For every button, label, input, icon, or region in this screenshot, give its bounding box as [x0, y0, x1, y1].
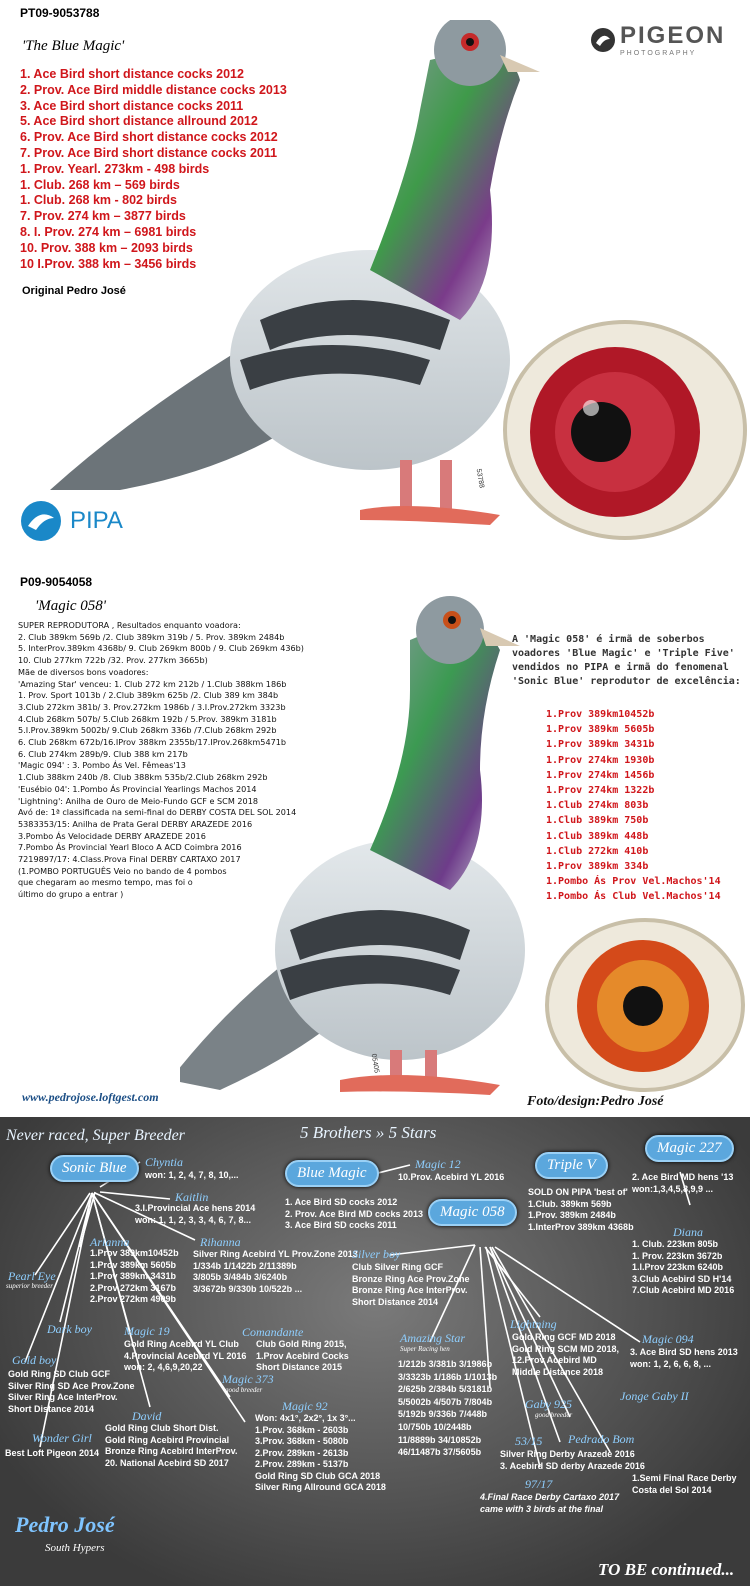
n5315-line-0: Silver Ring Derby Arazede 2016 — [500, 1449, 635, 1459]
amazing-line-5: 10/750b 10/2448b — [398, 1421, 472, 1432]
eye-photo-1 — [503, 320, 748, 540]
comandante-name: Comandante — [242, 1325, 304, 1339]
sonic-result-7: 1.Club 389km 750b — [546, 815, 649, 827]
magic92-line-2: 3.Prov. 368km - 5080b — [255, 1436, 349, 1446]
eye-photo-2 — [545, 918, 745, 1093]
lightning-line-2: 12.Prov Acebird MD — [512, 1355, 597, 1365]
magic-92-text — [255, 1413, 386, 1494]
detail-line-3: 10. Club 277km 722b /32. Prov. 277km 3665b) — [18, 655, 208, 666]
detail-line-12: 'Magic 094' : 3. Pombo Ás Vel. Fêmeas'13 — [18, 760, 186, 771]
intro-line-2: vendidos no PIPA e irmã do fenomenal — [512, 662, 729, 673]
amazing-star-sub: Super Racing hen — [400, 1345, 450, 1353]
magic92-line-1: 1.Prov. 368km - 2603b — [255, 1424, 349, 1435]
sonic-result-0: 1.Prov 389km10452b — [546, 709, 655, 720]
david-line-2: Bronze Ring Acebird InterProv. — [105, 1446, 238, 1456]
arianna-line-3: 2.Prov 272km 3167b — [90, 1282, 177, 1293]
magic92-line-4: 2.Prov. 289km - 5137b — [255, 1459, 349, 1469]
gaby-925-name: Gaby 925 — [525, 1397, 572, 1411]
detail-line-23: último do grupo a entrar ) — [18, 889, 124, 900]
david-line-3: 20. National Acebird SD 2017 — [105, 1457, 229, 1468]
blue-magic-badge: Blue Magic — [285, 1160, 379, 1187]
diana-text — [632, 1239, 734, 1297]
to-be-continued: TO BE continued... — [598, 1560, 735, 1579]
pearl-eye-name: Pearl Eye — [8, 1269, 56, 1283]
dark-boy-name: Dark boy — [47, 1322, 92, 1336]
detail-line-7: 3.Club 272km 381b/ 3. Prov.272km 1986b / 3.I.Prov.272km 3323b — [18, 701, 286, 712]
sonic-result-10: 1.Prov 389km 334b — [546, 861, 649, 873]
detail-line-10: 6. Club 268km 672b/16.IProv 388km 2355b/17.IProv.268km5471b — [18, 737, 287, 748]
diana-name: Diana — [673, 1225, 703, 1239]
result-line-12: 10 I.Prov. 388 km – 3456 birds — [20, 256, 197, 271]
detail-line-18: 3.Pombo Ás Velocidade DERBY ARAZEDE 2016 — [18, 830, 206, 841]
kaitlin-line-0: 3.I.Provincial Ace hens 2014 — [135, 1203, 256, 1213]
gold-boy-name: Gold boy — [12, 1353, 57, 1367]
pigeon-photography-logo — [590, 22, 725, 57]
magic-227-badge: Magic 227 — [645, 1135, 734, 1162]
chyntia-text: won: 1, 2, 4, 7, 8, 10,... — [145, 1170, 239, 1180]
sonic-result-11: 1.Pombo Ás Prov Vel.Machos'14 — [546, 876, 721, 888]
detail-line-2: 5. InterProv.389km 4368b/ 9. Club 269km 800b / 9. Club 269km 436b) — [18, 643, 304, 654]
detail-line-1: 2. Club 389km 569b /2. Club 389km 319b / 5. Prov. 389km 2484b — [18, 631, 285, 642]
detail-line-16: Avó de: 1ª classificada na semi-final do DERBY COSTA DEL SOL 2014 — [18, 807, 297, 818]
intro-line-1: voadores 'Blue Magic' e 'Triple Five' — [512, 648, 735, 659]
n9717-text — [480, 1492, 619, 1515]
pigeon-photo-1 — [30, 20, 550, 545]
pipa-icon — [20, 500, 62, 542]
n5315-text — [500, 1449, 645, 1472]
gold-boy-text — [8, 1369, 135, 1415]
diana-line-1: 1. Prov. 223km 3672b — [632, 1250, 723, 1261]
arianna-name: Arianna — [90, 1235, 130, 1249]
magic-12-text: 10.Prov. Acebird YL 2016 — [398, 1172, 505, 1182]
logo-icon — [590, 27, 616, 53]
result-line-5: 7. Prov. Ace Bird short distance cocks 2011 — [20, 145, 278, 160]
rihanna-line-0: Silver Ring Acebird YL Prov.Zone 2013 — [193, 1249, 358, 1259]
amazing-star-name: Amazing Star — [400, 1331, 466, 1345]
pedrado-name: Pedrado Bom — [568, 1432, 635, 1446]
amazing-line-2: 2/625b 2/384b 5/3181b — [398, 1384, 493, 1395]
detail-line-8: 4.Club 268km 507b/ 5.Club 268km 192b / 5.Prov. 389km 3181b — [18, 713, 277, 724]
jonge-line-1: Costa del Sol 2014 — [632, 1484, 712, 1495]
pipa-text: PIPA — [70, 507, 123, 534]
silverboy-line-3: Short Distance 2014 — [352, 1296, 439, 1307]
magic-094-text — [630, 1347, 738, 1370]
original-credit: Original Pedro José — [22, 285, 126, 297]
blue-magic-line-0: 1. Ace Bird SD cocks 2012 — [285, 1197, 398, 1207]
triple-line-1: 1.Club. 389km 569b — [528, 1198, 612, 1209]
sonic-result-6: 1.Club 274km 803b — [546, 800, 649, 812]
magic-373-sub: good breeder — [225, 1386, 263, 1394]
magic-227-text — [632, 1172, 733, 1195]
sonic-result-12: 1.Pombo Ás Club Vel.Machos'14 — [546, 891, 721, 903]
sonic-result-3: 1.Prov 274km 1930b — [546, 754, 655, 766]
wonder-girl-text: Best Loft Pigeon 2014 — [5, 1448, 100, 1458]
magic-058-sibling-intro — [512, 633, 744, 689]
result-line-9: 7. Prov. 274 km – 3877 birds — [20, 209, 186, 224]
result-line-1: 2. Prov. Ace Bird middle distance cocks 2013 — [20, 82, 287, 97]
detail-line-14: 'Eusébio 04': 1.Pombo Ás Provincial Yearlings Machos 2014 — [18, 783, 257, 794]
photo-credit: Foto/design:Pedro José — [527, 1094, 664, 1109]
result-line-2: 3. Ace Bird short distance cocks 2011 — [20, 98, 244, 113]
silver-boy-text — [352, 1262, 470, 1308]
result-line-0: 1. Ace Bird short distance cocks 2012 — [20, 67, 244, 81]
rihanna-line-1: 1/334b 1/1422b 2/11389b — [193, 1260, 297, 1271]
magic-19-text — [124, 1339, 246, 1374]
detail-line-11: 6. Club 274km 289b/9. Club 388 km 217b — [18, 748, 188, 759]
kaitlin-line-1: won: 1, 1, 2, 3, 3, 4, 6, 7, 8... — [135, 1214, 252, 1225]
amazing-line-4: 5/192b 9/336b 7/448b — [398, 1409, 488, 1420]
detail-line-4: Mãe de diversos bons voadores: — [18, 666, 149, 677]
triple-line-0: SOLD ON PIPA 'best of' — [528, 1187, 628, 1197]
result-line-4: 6. Prov. Ace Bird short distance cocks 2012 — [20, 130, 278, 145]
section-title-center: 5 Brothers » 5 Stars — [300, 1123, 437, 1142]
ring-number-1: PT09-9053788 — [20, 6, 100, 20]
pipa-logo — [20, 500, 123, 542]
david-name: David — [132, 1409, 162, 1423]
lightning-line-1: Gold Ring SCM MD 2018, — [512, 1343, 620, 1354]
section-title-left: Never raced, Super Breeder — [6, 1127, 185, 1144]
detail-line-22: que chegaram ao mesmo tempo, mas foi o — [18, 877, 193, 888]
n9717-line-1: came with 3 birds at the final — [480, 1503, 604, 1514]
sonic-result-9: 1.Club 272km 410b — [546, 845, 649, 857]
sonic-result-5: 1.Prov 274km 1322b — [546, 785, 655, 797]
magic92-line-6: Silver Ring Allround GCA 2018 — [255, 1482, 386, 1492]
result-line-6: 1. Prov. Yearl. 273km - 498 birds — [20, 161, 210, 176]
result-line-10: 8. I. Prov. 274 km – 6981 birds — [20, 224, 197, 239]
arianna-text — [90, 1248, 179, 1306]
kaitlin-name: Kaitlin — [175, 1190, 209, 1204]
amazing-line-6: 11/8889b 34/10852b — [398, 1434, 482, 1445]
sonic-result-1: 1.Prov 389km 5605b — [546, 724, 655, 736]
lightning-text — [512, 1332, 619, 1378]
goldboy-line-3: Short Distance 2014 — [8, 1403, 95, 1414]
result-line-3: 5. Ace Bird short distance allround 2012 — [20, 114, 258, 129]
detail-line-0: SUPER REPRODUTORA , Resultados enquanto voadora: — [18, 620, 241, 630]
lightning-name: Lightning — [510, 1317, 557, 1331]
david-line-1: Gold Ring Acebird Provincial — [105, 1434, 230, 1445]
arianna-line-2: 1.Prov 389km 3431b — [90, 1271, 177, 1281]
pigeon-name-1: 'The Blue Magic' — [22, 38, 125, 54]
magic19-line-0: Gold Ring Acebird YL Club — [124, 1339, 239, 1349]
amazing-line-3: 5/5002b 4/507b 7/804b — [398, 1396, 493, 1407]
detail-line-19: 7.Pombo Ás Provincial Yearl Bloco A ACD Coimbra 2016 — [18, 842, 242, 853]
detail-line-13: 1.Club 388km 240b /8. Club 388km 535b/2.Club 268km 292b — [18, 772, 268, 783]
lightning-line-3: Middle Distance 2018 — [512, 1366, 604, 1377]
jonge-gaby-name: Jonge Gaby II — [620, 1389, 689, 1403]
rihanna-name: Rihanna — [200, 1235, 241, 1249]
magic92-line-3: 2.Prov. 289km - 2613b — [255, 1447, 349, 1458]
magic-373-name: Magic 373 — [222, 1372, 274, 1386]
amazing-line-1: 3/3323b 1/186b 1/1013b — [398, 1371, 498, 1382]
leg-band-1: 53788 — [474, 468, 485, 489]
kaitlin-text — [135, 1203, 255, 1226]
jonge-line-0: 1.Semi Final Race Derby — [632, 1473, 737, 1483]
silverboy-line-0: Club Silver Ring GCF — [352, 1262, 444, 1272]
pedigree-chart — [0, 1117, 750, 1586]
arianna-line-0: 1.Prov 389km10452b — [90, 1248, 179, 1258]
lightning-line-0: Gold Ring GCF MD 2018 — [512, 1332, 616, 1342]
leg-band-2: 05405 — [369, 1053, 380, 1074]
detail-line-5: 'Amazing Star' venceu: 1. Club 272 km 212b / 1.Club 388km 186b — [18, 678, 287, 689]
pigeon-name-2: 'Magic 058' — [35, 598, 106, 614]
signature: Pedro José — [15, 1512, 115, 1537]
magic-19-name: Magic 19 — [124, 1324, 170, 1338]
triple-line-2: 1.Prov. 389km 2484b — [528, 1210, 616, 1220]
arianna-line-1: 1.Prov 389km 5605b — [90, 1259, 177, 1270]
website-link[interactable]: www.pedrojose.loftgest.com — [22, 1090, 159, 1104]
comandante-line-2: Short Distance 2015 — [256, 1362, 343, 1372]
rihanna-text — [193, 1249, 358, 1295]
magic-058-badge: Magic 058 — [428, 1199, 517, 1226]
detail-line-21: (1.POMBO PORTUGUÊS Veio no bando de 4 pombos — [18, 865, 227, 876]
sonic-blue-badge: Sonic Blue — [50, 1155, 139, 1182]
triple-v-text — [528, 1187, 634, 1233]
sonic-result-2: 1.Prov 389km 3431b — [546, 739, 655, 751]
result-line-11: 10. Prov. 388 km – 2093 birds — [20, 240, 193, 255]
blue-magic-line-2: 3. Ace Bird SD cocks 2011 — [285, 1220, 397, 1230]
chyntia-name: Chyntia — [145, 1155, 183, 1169]
magic92-line-0: Won: 4x1°, 2x2°, 1x 3°... — [255, 1413, 356, 1423]
diana-line-3: 3.Club Acebird SD H'14 — [632, 1273, 732, 1284]
detail-line-15: 'Lightning': Anilha de Ouro de Meio-Fundo GCF e SCM 2018 — [18, 795, 258, 806]
triple-v-badge: Triple V — [535, 1152, 608, 1179]
logo-text: PIGEON — [620, 22, 726, 49]
magic-094-name: Magic 094 — [642, 1332, 694, 1346]
rihanna-line-3: 3/3672b 9/330b 10/522b ... — [193, 1283, 303, 1294]
magic-12-name: Magic 12 — [415, 1157, 461, 1171]
magic-058-details — [18, 620, 363, 901]
silverboy-line-1: Bronze Ring Ace Prov.Zone — [352, 1273, 470, 1284]
blue-magic-text — [285, 1197, 423, 1232]
goldboy-line-1: Silver Ring SD Ace Prov.Zone — [8, 1380, 135, 1391]
pearl-eye-sub: superior breeder — [6, 1282, 53, 1290]
magic227-line-0: 2. Ace Bird MD hens '13 — [632, 1172, 734, 1182]
n9717-line-0: 4.Final Race Derby Cartaxo 2017 — [480, 1492, 620, 1502]
david-text — [105, 1423, 238, 1469]
detail-line-20: 7219897/17: 4.Class.Prova Final DERBY CARTAXO 2017 — [18, 854, 241, 865]
comandante-text — [256, 1339, 349, 1374]
arianna-line-4: 2.Prov 272km 4909b — [90, 1294, 177, 1304]
magic19-line-1: 4.Provincial Acebird YL 2016 — [124, 1350, 247, 1361]
wonder-girl-name: Wonder Girl — [32, 1431, 92, 1445]
logo-subtext: PHOTOGRAPHY — [620, 50, 697, 57]
magic92-line-5: Gold Ring SD Club GCA 2018 — [255, 1470, 381, 1481]
triple-line-3: 1.InterProv 389km 4368b — [528, 1221, 634, 1232]
silver-boy-name: Silver boy — [352, 1247, 401, 1261]
magic227-line-1: won:1,3,4,5,8,9,9 ... — [632, 1183, 714, 1194]
david-line-0: Gold Ring Club Short Dist. — [105, 1423, 219, 1433]
diana-line-2: 1.I.Prov 223km 6240b — [632, 1262, 724, 1272]
sonic-result-4: 1.Prov 274km 1456b — [546, 769, 655, 781]
detail-line-9: 5.I.Prov.389km 5002b/ 9.Club 268km 336b /7.Club 268km 292b — [18, 725, 277, 736]
amazing-line-7: 46/11487b 37/5605b — [398, 1447, 482, 1458]
signature-sub: South Hypers — [45, 1542, 105, 1554]
intro-line-3: 'Sonic Blue' reprodutor de excelência: — [512, 676, 741, 687]
ring-number-2: P09-9054058 — [20, 575, 93, 589]
detail-line-17: 5383353/15: Anilha de Prata Geral DERBY ARAZEDE 2016 — [18, 818, 253, 829]
rihanna-line-2: 3/805b 3/484b 3/6240b — [193, 1272, 288, 1282]
comandante-line-1: 1.Prov Acebird Cocks — [256, 1350, 349, 1361]
silverboy-line-2: Bronze Ring Ace InterProv. — [352, 1285, 468, 1295]
goldboy-line-2: Silver Ring Ace InterProv. — [8, 1392, 118, 1402]
sonic-result-8: 1.Club 389km 448b — [546, 830, 649, 842]
diana-line-0: 1. Club. 223km 805b — [632, 1239, 719, 1249]
amazing-star-text — [398, 1358, 497, 1459]
magic19-line-2: won: 2, 4,6,9,20,22 — [124, 1362, 203, 1372]
comandante-line-0: Club Gold Ring 2015, — [256, 1339, 347, 1349]
blue-magic-line-1: 2. Prov. Ace Bird MD cocks 2013 — [285, 1208, 424, 1219]
amazing-line-0: 1/212b 3/381b 3/1986b — [398, 1359, 493, 1369]
diana-line-4: 7.Club Acebird MD 2016 — [632, 1285, 735, 1295]
n9717-name: 97/17 — [525, 1477, 553, 1491]
magic094-line-1: won: 1, 2, 6, 6, 8, ... — [630, 1358, 712, 1369]
intro-line-0: A 'Magic 058' é irmã de soberbos — [512, 634, 705, 645]
magic094-line-0: 3. Ace Bird SD hens 2013 — [630, 1347, 738, 1357]
n5315-name: 53/15 — [515, 1434, 543, 1448]
n5315-line-1: 3. Acebird SD derby Arazede 2016 — [500, 1460, 645, 1471]
goldboy-line-0: Gold Ring SD Club GCF — [8, 1369, 110, 1379]
gaby-925-sub: good breeder — [535, 1411, 573, 1419]
jonge-gaby-text — [632, 1473, 737, 1496]
detail-line-6: 1. Prov. Sport 1013b / 2.Club 389km 625b /2. Club 389 km 384b — [18, 690, 279, 701]
sonic-blue-results — [546, 707, 721, 905]
result-line-8: 1. Club. 268 km - 802 birds — [20, 193, 178, 208]
magic-92-name: Magic 92 — [282, 1399, 328, 1413]
result-line-7: 1. Club. 268 km – 569 birds — [20, 177, 180, 192]
